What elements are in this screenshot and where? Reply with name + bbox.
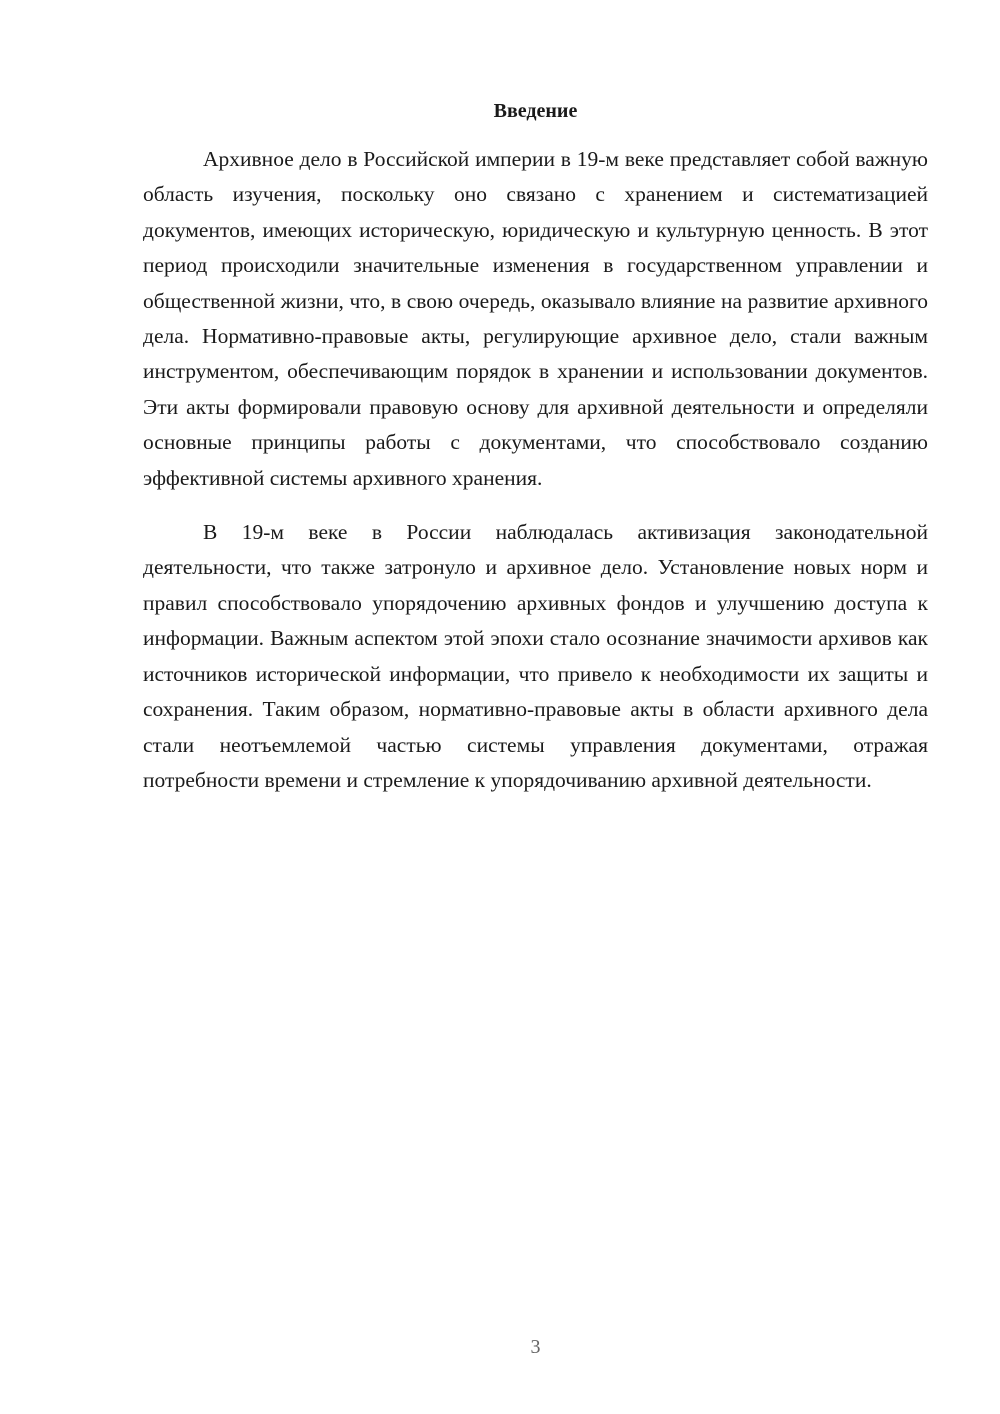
page-number: 3 bbox=[530, 1336, 541, 1358]
section-heading: Введение bbox=[493, 100, 578, 122]
body-text bbox=[143, 142, 928, 798]
paragraph-1: Архивное дело в Российской империи в 19-м веке представляет собой важную область изучения, поскольку оно связано с хранением и систематизацией документов, имеющих историческую, юридическую и культурную ценность. В этот период происходили значительные изменения в государственном управлении и общественной жизни, что, в свою очередь, оказывало влияние на развитие архивного дела. Нормативно-правовые акты, регулирующие архивное дело, стали важным инструментом, обеспечивающим порядок в хранении и использовании документов. Эти акты формировали правовую основу для архивной деятельности и определяли основные принципы работы с документами, что способствовало созданию эффективной системы архивного хранения. bbox=[143, 147, 928, 490]
paragraph-2: В 19-м веке в России наблюдалась активизация законодательной деятельности, что также затронуло и архивное дело. Установление новых норм и правил способствовало упорядочению архивных фондов и улучшению доступа к информации. Важным аспектом этой эпохи стало осознание значимости архивов как источников исторической информации, что привело к необходимости их защиты и сохранения. Таким образом, нормативно-правовые акты в области архивного дела стали неотъемлемой частью системы управления документами, отражая потребности времени и стремление к упорядочиванию архивной деятельности. bbox=[143, 520, 928, 792]
